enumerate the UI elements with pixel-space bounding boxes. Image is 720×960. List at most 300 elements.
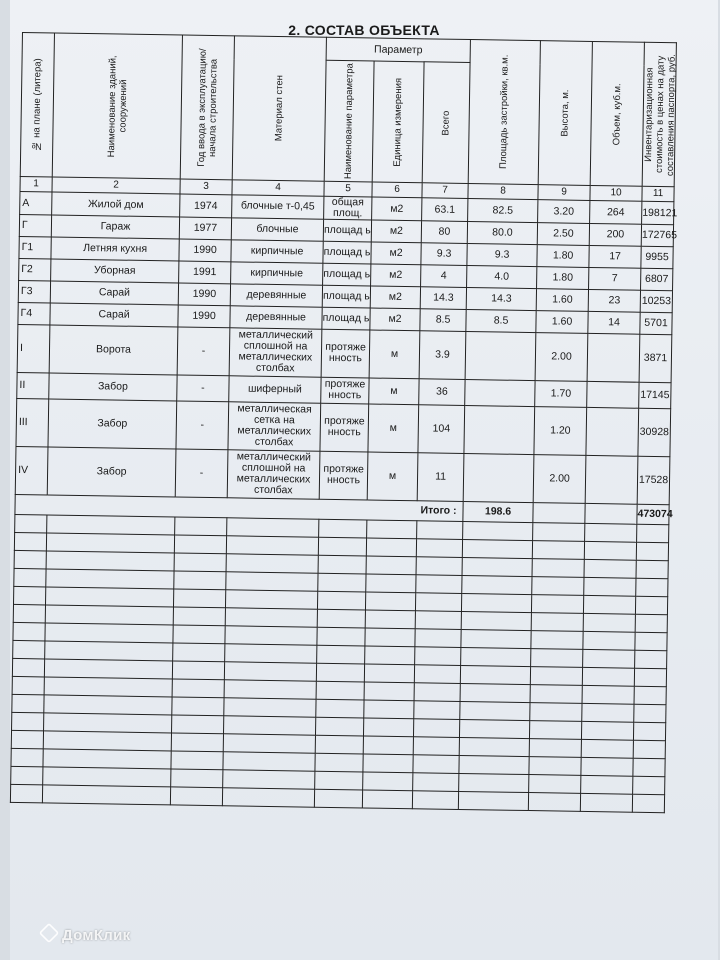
empty-cell — [366, 538, 416, 557]
header-param-name: Наименование параметра — [324, 60, 374, 182]
empty-cell — [531, 612, 583, 631]
row-height: 1.70 — [535, 381, 587, 408]
row-year: 1990 — [178, 283, 230, 306]
empty-cell — [364, 700, 414, 719]
col-number: 4 — [232, 180, 324, 196]
empty-cell — [528, 792, 580, 811]
empty-cell — [44, 659, 172, 679]
empty-cell — [12, 658, 44, 677]
row-volume: 14 — [588, 311, 640, 334]
row-volume — [585, 455, 638, 504]
empty-cell — [11, 730, 43, 749]
empty-cell — [529, 720, 581, 739]
empty-cell — [15, 514, 47, 533]
row-height: 2.00 — [533, 455, 586, 504]
row-unit: м — [369, 378, 419, 405]
empty-cell — [226, 572, 318, 591]
row-area — [463, 453, 534, 502]
row-volume — [587, 333, 640, 382]
empty-cell — [413, 773, 459, 792]
empty-cell — [529, 774, 581, 793]
empty-cell — [415, 593, 461, 612]
empty-cell — [225, 590, 317, 609]
empty-cell — [581, 721, 633, 740]
empty-cell — [14, 532, 46, 551]
empty-cell — [46, 569, 174, 589]
row-height: 2.50 — [537, 223, 589, 246]
row-cost: 172765 — [641, 224, 673, 246]
empty-cell — [315, 771, 363, 790]
empty-cell — [172, 679, 224, 698]
empty-cell — [580, 793, 632, 812]
row-area: 4.0 — [467, 265, 537, 288]
row-material: кирпичные — [231, 240, 323, 263]
empty-cell — [413, 737, 459, 756]
row-unit: м2 — [371, 220, 421, 243]
row-height: 1.80 — [537, 245, 589, 268]
row-material: металлическая сетка на металлических столбах — [228, 402, 321, 451]
empty-cell — [414, 665, 460, 684]
empty-cell — [459, 773, 529, 792]
empty-cell — [43, 767, 171, 787]
empty-cell — [175, 517, 227, 536]
empty-cell — [584, 559, 636, 578]
empty-cell — [635, 650, 667, 669]
row-area: 8.5 — [466, 309, 536, 332]
row-material: металлический сплошной на металлических столбах — [227, 450, 320, 499]
row-material: блочные т-0,45 — [232, 195, 324, 219]
empty-cell — [633, 722, 665, 741]
empty-cell — [461, 611, 531, 630]
table-body — [15, 191, 678, 504]
row-unit: м2 — [372, 197, 422, 221]
empty-cell — [364, 682, 414, 701]
row-total: 8.5 — [420, 309, 466, 332]
watermark — [40, 924, 130, 944]
row-param-name: площад ь — [322, 307, 370, 330]
row-lit: IV — [15, 446, 48, 494]
empty-cell — [170, 787, 222, 806]
row-height: 1.60 — [536, 311, 588, 334]
row-unit: м — [369, 330, 420, 379]
empty-cell — [365, 628, 415, 647]
empty-cell — [635, 614, 667, 633]
empty-cell — [367, 520, 417, 539]
empty-cell — [12, 694, 44, 713]
empty-cell — [529, 756, 581, 775]
empty-cell — [45, 623, 173, 643]
row-param-name: протяже нность — [319, 451, 368, 500]
empty-cell — [634, 704, 666, 723]
col-number: 2 — [52, 177, 180, 194]
row-lit: Г3 — [18, 280, 50, 302]
col-number: 10 — [590, 185, 642, 201]
empty-cell — [317, 591, 365, 610]
empty-cell — [13, 622, 45, 641]
empty-cell — [319, 519, 367, 538]
empty-cell — [413, 755, 459, 774]
row-cost: 198121 — [642, 201, 674, 224]
empty-cell — [366, 574, 416, 593]
empty-cell — [46, 551, 174, 571]
row-volume — [586, 407, 639, 456]
empty-cell — [171, 751, 223, 770]
empty-cell — [585, 523, 637, 542]
empty-cell — [633, 758, 665, 777]
col-number: 3 — [180, 179, 232, 195]
empty-cell — [224, 680, 316, 699]
empty-cell — [225, 608, 317, 627]
empty-cell — [533, 523, 585, 542]
empty-cell — [365, 646, 415, 665]
empty-cell — [637, 524, 669, 543]
empty-cell — [459, 755, 529, 774]
row-name: Сарай — [50, 303, 178, 327]
row-name: Летняя кухня — [51, 237, 179, 261]
empty-cell — [532, 559, 584, 578]
row-area: 82.5 — [468, 198, 538, 222]
empty-cell — [584, 577, 636, 596]
row-param-name: площад ь — [323, 263, 371, 286]
empty-cell — [173, 643, 225, 662]
empty-cell — [412, 791, 458, 810]
empty-cell — [529, 738, 581, 757]
row-param-name: общая площ. — [324, 196, 372, 220]
row-total: 11 — [417, 453, 464, 502]
empty-cell — [584, 541, 636, 560]
row-material: кирпичные — [231, 262, 323, 285]
row-name: Сарай — [50, 281, 178, 305]
row-name: Жилой дом — [52, 192, 180, 217]
empty-cell — [43, 749, 171, 769]
empty-cell — [14, 568, 46, 587]
row-total: 4 — [421, 265, 467, 288]
empty-cell — [415, 611, 461, 630]
row-param-name: протяже нность — [320, 403, 369, 452]
row-unit: м2 — [371, 264, 421, 287]
row-volume: 17 — [589, 245, 641, 268]
col-number: 1 — [20, 176, 52, 192]
empty-cell — [458, 791, 528, 810]
empty-cell — [173, 607, 225, 626]
col-number: 5 — [324, 181, 372, 197]
row-name: Забор — [48, 399, 177, 449]
header-total: Всего — [422, 62, 470, 184]
empty-cell — [12, 676, 44, 695]
empty-cell — [530, 666, 582, 685]
header-lit: № на плане (литера) — [20, 33, 54, 177]
row-unit: м2 — [370, 308, 420, 331]
row-volume: 200 — [589, 223, 641, 246]
row-height: 1.80 — [537, 267, 589, 290]
empty-cell — [531, 648, 583, 667]
empty-cell — [174, 571, 226, 590]
empty-cell — [363, 736, 413, 755]
row-cost: 17145 — [639, 382, 671, 408]
empty-cell — [636, 542, 668, 561]
empty-cell — [414, 683, 460, 702]
empty-cell — [366, 556, 416, 575]
empty-cell — [222, 788, 314, 807]
empty-cell — [462, 575, 532, 594]
row-area — [464, 405, 535, 454]
empty-cell — [635, 632, 667, 651]
empty-cell — [43, 731, 171, 751]
row-param-name: площад ь — [323, 241, 371, 264]
row-cost: 17528 — [637, 456, 670, 504]
row-year: 1977 — [179, 217, 231, 240]
empty-cell — [317, 645, 365, 664]
row-year: - — [176, 401, 229, 450]
row-total: 14.3 — [420, 287, 466, 310]
row-area: 14.3 — [466, 287, 536, 310]
empty-cell — [224, 716, 316, 735]
empty-cell — [13, 604, 45, 623]
empty-cell — [11, 766, 43, 785]
row-param-name: протяже нность — [321, 329, 370, 378]
empty-cell — [174, 535, 226, 554]
empty-cell — [42, 785, 170, 805]
row-total: 36 — [419, 379, 465, 406]
total-empty — [585, 503, 637, 524]
total-label: Итого : — [15, 494, 463, 521]
empty-cell — [581, 775, 633, 794]
empty-cell — [415, 647, 461, 666]
header-volume: Объем, куб.м. — [590, 41, 644, 186]
empty-cell — [532, 541, 584, 560]
row-unit: м2 — [371, 242, 421, 265]
row-lit: II — [17, 372, 49, 398]
empty-cell — [224, 698, 316, 717]
empty-cell — [583, 631, 635, 650]
row-param-name: протяже нность — [321, 377, 369, 404]
empty-cell — [315, 717, 363, 736]
empty-cell — [10, 784, 42, 803]
header-name: Наименование зданий, сооружений — [52, 33, 182, 179]
row-height: 1.20 — [534, 407, 587, 456]
row-name: Ворота — [49, 325, 178, 375]
total-cost: 473074 — [637, 504, 669, 525]
empty-cell — [363, 772, 413, 791]
empty-cell — [225, 626, 317, 645]
empty-cell — [582, 685, 634, 704]
empty-cell — [462, 539, 532, 558]
row-total: 63.1 — [422, 198, 468, 222]
row-lit: Г4 — [18, 302, 50, 324]
empty-cell — [460, 701, 530, 720]
empty-cell — [11, 748, 43, 767]
row-year: 1991 — [179, 261, 231, 284]
empty-cell — [532, 577, 584, 596]
document-page — [10, 0, 718, 960]
total-empty — [533, 503, 585, 524]
empty-cell — [634, 668, 666, 687]
empty-cell — [223, 770, 315, 789]
row-year: - — [177, 327, 230, 376]
row-cost: 30928 — [638, 408, 671, 456]
empty-cell — [416, 575, 462, 594]
empty-cell — [315, 753, 363, 772]
row-total: 104 — [418, 405, 465, 454]
empty-cell — [581, 739, 633, 758]
empty-cell — [13, 640, 45, 659]
empty-cell — [414, 701, 460, 720]
empty-cell — [171, 769, 223, 788]
total-area: 198.6 — [463, 501, 533, 522]
empty-cell — [14, 586, 46, 605]
empty-cell — [227, 518, 319, 537]
empty-cell — [416, 539, 462, 558]
empty-cell — [530, 684, 582, 703]
empty-cell — [317, 627, 365, 646]
row-volume: 264 — [590, 200, 642, 224]
row-material: металлический сплошной на металлических столбах — [229, 328, 322, 377]
empty-cell — [44, 677, 172, 697]
row-cost: 3871 — [639, 334, 672, 382]
empty-cell — [223, 752, 315, 771]
row-name: Гараж — [51, 215, 179, 239]
empty-cell — [416, 557, 462, 576]
empty-cell — [318, 555, 366, 574]
row-lit: Г2 — [19, 258, 51, 280]
row-area: 9.3 — [467, 243, 537, 266]
row-lit: Г1 — [19, 236, 51, 258]
empty-cell — [46, 587, 174, 607]
empty-cell — [634, 686, 666, 705]
empty-cell — [463, 521, 533, 540]
empty-cell — [531, 630, 583, 649]
empty-cell — [459, 737, 529, 756]
col-number: 7 — [422, 183, 468, 199]
row-lit: А — [20, 191, 52, 214]
empty-cell — [223, 734, 315, 753]
empty-cell — [635, 596, 667, 615]
empty-cell — [172, 715, 224, 734]
empty-cell — [363, 718, 413, 737]
empty-cell — [225, 644, 317, 663]
col-number: 11 — [642, 186, 674, 202]
empty-cell — [45, 605, 173, 625]
row-lit: I — [17, 324, 50, 372]
row-unit: м — [367, 452, 418, 501]
row-year: - — [175, 449, 228, 498]
row-area — [465, 379, 535, 406]
row-height: 3.20 — [538, 200, 590, 224]
row-area — [465, 331, 536, 380]
empty-cell — [172, 661, 224, 680]
row-volume: 23 — [588, 289, 640, 312]
empty-cell — [632, 794, 664, 813]
empty-cell — [583, 649, 635, 668]
empty-cell — [462, 557, 532, 576]
col-number: 9 — [538, 185, 590, 201]
empty-cell — [44, 713, 172, 733]
row-cost: 6807 — [641, 268, 673, 290]
empty-cell — [582, 667, 634, 686]
empty-cell — [582, 703, 634, 722]
row-total: 9.3 — [421, 243, 467, 266]
header-area: Площадь застройки, кв.м. — [468, 40, 540, 185]
empty-cell — [174, 553, 226, 572]
empty-cell — [316, 681, 364, 700]
empty-cell — [461, 593, 531, 612]
empty-cell — [365, 592, 415, 611]
empty-cell — [224, 662, 316, 681]
empty-cell — [315, 735, 363, 754]
row-unit: м2 — [370, 286, 420, 309]
empty-cell — [581, 757, 633, 776]
empty-cell — [364, 664, 414, 683]
header-material: Материал стен — [232, 36, 326, 181]
header-param-group: Параметр — [326, 37, 470, 62]
empty-cell — [173, 589, 225, 608]
empty-cell — [583, 595, 635, 614]
empty-cell — [173, 625, 225, 644]
row-year: - — [177, 375, 229, 402]
row-total: 3.9 — [419, 331, 466, 380]
header-unit: Единица измерения — [372, 61, 424, 183]
row-volume — [587, 381, 639, 408]
empty-cell — [461, 629, 531, 648]
row-cost: 10253 — [640, 290, 672, 312]
row-material: блочные — [231, 218, 323, 241]
empty-cell — [47, 515, 175, 535]
empty-cell — [633, 776, 665, 795]
object-composition-table — [10, 32, 677, 813]
empty-cell — [314, 789, 362, 808]
empty-cell — [531, 594, 583, 613]
row-height: 1.60 — [536, 289, 588, 312]
row-cost: 5701 — [640, 312, 672, 334]
row-cost: 9955 — [641, 246, 673, 268]
empty-cell — [317, 609, 365, 628]
empty-cell — [171, 733, 223, 752]
empty-cell — [46, 533, 174, 553]
header-height: Высота, м. — [538, 41, 592, 186]
row-name: Забор — [49, 373, 177, 401]
empty-cell — [636, 560, 668, 579]
row-volume: 7 — [589, 267, 641, 290]
empty-cell — [316, 663, 364, 682]
row-lit: Г — [19, 214, 51, 236]
row-material: деревянные — [230, 284, 322, 307]
empty-cell — [14, 550, 46, 569]
empty-cell — [226, 536, 318, 555]
row-total: 80 — [421, 221, 467, 244]
row-name: Уборная — [51, 259, 179, 283]
row-lit: III — [16, 398, 49, 446]
empty-cell — [45, 641, 173, 661]
header-cost: Инвентаризационная стоимость в ценах на дату составления паспорта, руб. — [642, 42, 676, 186]
row-year: 1990 — [179, 239, 231, 262]
row-param-name: площад ь — [323, 219, 371, 242]
row-year: 1990 — [178, 305, 230, 328]
header-year: Год ввода в эксплуатацию/начала строительства — [180, 35, 234, 180]
empty-cell — [636, 578, 668, 597]
empty-cell — [460, 719, 530, 738]
col-number: 8 — [468, 183, 538, 199]
empty-cell — [363, 754, 413, 773]
watermark-text: ДомКлик — [62, 927, 131, 944]
empty-cell — [417, 521, 463, 540]
empty-cell — [413, 719, 459, 738]
domclick-logo-icon — [39, 923, 59, 943]
empty-cell — [365, 610, 415, 629]
row-area: 80.0 — [467, 221, 537, 244]
empty-cell — [318, 537, 366, 556]
empty-cell — [12, 712, 44, 731]
row-material: шиферный — [229, 376, 321, 403]
